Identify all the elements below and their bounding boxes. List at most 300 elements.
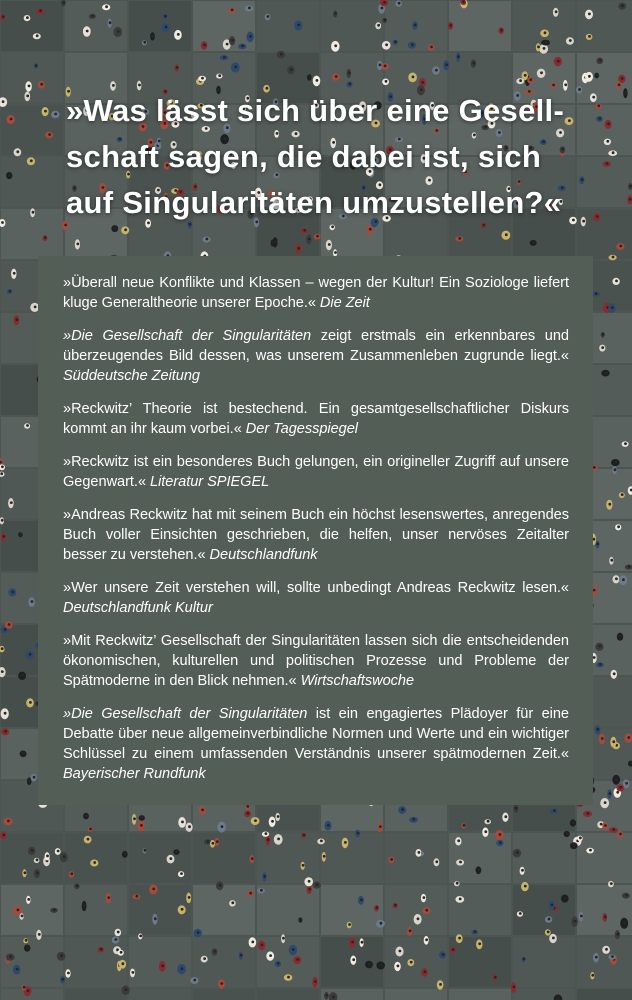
pedestrian-head	[598, 645, 601, 648]
pedestrian-head	[316, 883, 319, 886]
background-tile	[513, 833, 575, 883]
pedestrian-head	[40, 83, 43, 86]
pedestrian-head	[267, 838, 270, 841]
pedestrian-head	[1, 519, 4, 522]
pedestrian-head	[1, 647, 4, 650]
pedestrian-head	[277, 838, 280, 841]
pedestrian-head	[296, 958, 299, 961]
pedestrian-head	[572, 821, 575, 824]
pedestrian-head	[452, 948, 455, 951]
background-tile	[513, 989, 575, 1000]
background-tile	[65, 989, 127, 1000]
pedestrian-head	[601, 737, 604, 740]
background-tile	[129, 989, 191, 1000]
pedestrian-head	[458, 937, 461, 940]
pedestrian-head	[136, 895, 139, 898]
pedestrian-head	[553, 809, 556, 812]
pedestrian-head	[456, 882, 459, 885]
pedestrian-head	[323, 855, 326, 858]
pedestrian-head	[474, 930, 477, 933]
pedestrian-head	[412, 76, 415, 79]
pedestrian-head	[76, 243, 79, 246]
pedestrian-head	[524, 885, 527, 888]
pedestrian-head	[348, 923, 351, 926]
review-quote: »Reckwitz’ Theorie ist bestechend. Ein gesamtgesellschaftlicher Diskurs kommt an ihr kaum vorbei.« Der Tagesspiegel	[63, 401, 569, 437]
background-tile	[1, 937, 63, 987]
pedestrian-head	[62, 1, 65, 4]
pedestrian-head	[9, 290, 12, 293]
pedestrian-head	[219, 884, 222, 887]
pedestrian-head	[564, 83, 567, 86]
pedestrian-head	[425, 938, 428, 941]
quote-source: Der Tagesspiegel	[245, 421, 359, 437]
pedestrian-head	[60, 954, 63, 957]
pedestrian-head	[611, 955, 614, 958]
pedestrian-head	[593, 656, 596, 659]
pedestrian-head	[361, 941, 364, 944]
pedestrian-head	[302, 864, 305, 867]
pedestrian-head	[599, 59, 602, 62]
background-tile	[449, 989, 511, 1000]
pedestrian-head	[384, 65, 387, 68]
pedestrian-head	[383, 1, 386, 4]
pedestrian-head	[140, 824, 143, 827]
pedestrian-head	[152, 35, 155, 38]
pedestrian-head	[27, 898, 30, 901]
pedestrian-head	[519, 79, 522, 82]
pedestrian-head	[410, 961, 413, 964]
pedestrian-head	[613, 672, 616, 675]
pedestrian-head	[573, 844, 576, 847]
pedestrian-head	[8, 174, 11, 177]
pedestrian-head	[16, 318, 19, 321]
review-quote: »Andreas Reckwitz hat mit seinem Buch ein höchst lesenswertes, anregendes Buch voller Einsichten geschrieben, die helfen, unser nervöses Zeitalter besser zu verstehen.« Deutschlandfunk	[63, 507, 569, 563]
pedestrian-head	[604, 824, 607, 827]
pedestrian-head	[122, 962, 125, 965]
pedestrian-head	[385, 80, 388, 83]
pedestrian-head	[621, 77, 624, 80]
pedestrian-head	[177, 33, 180, 36]
pedestrian-head	[218, 74, 221, 77]
pedestrian-head	[435, 69, 438, 72]
book-title: »Die Gesellschaft der Singularitäten	[63, 706, 308, 722]
pedestrian-head	[325, 994, 328, 997]
pedestrian-head	[484, 830, 487, 833]
pedestrian-head	[612, 151, 615, 154]
quote-source: Deutschlandfunk Kultur	[63, 600, 213, 616]
pedestrian-head	[212, 842, 215, 845]
pedestrian-head	[357, 832, 360, 835]
pedestrian-head	[459, 861, 462, 864]
pedestrian-head	[117, 30, 120, 33]
pedestrian-head	[552, 84, 555, 87]
pedestrian-head	[604, 801, 607, 804]
pedestrian-head	[221, 825, 224, 828]
pedestrian-head	[349, 83, 352, 86]
pedestrian-head	[254, 819, 257, 822]
pedestrian-head	[612, 256, 615, 259]
pedestrian-head	[292, 948, 295, 951]
pedestrian-head	[555, 10, 558, 13]
pedestrian-head	[176, 850, 179, 853]
pedestrian-head	[515, 807, 518, 810]
pedestrian-head	[320, 840, 323, 843]
background-tile	[385, 885, 447, 935]
pedestrian-head	[308, 888, 311, 891]
pedestrian-head	[335, 75, 338, 78]
pedestrian-head	[44, 110, 47, 113]
pedestrian-head	[115, 938, 118, 941]
pedestrian-head	[334, 251, 337, 254]
pedestrian-head	[328, 243, 331, 246]
pedestrian-head	[564, 897, 567, 900]
pedestrian-head	[430, 46, 433, 49]
pedestrian-head	[615, 778, 618, 781]
pedestrian-head	[299, 918, 302, 921]
pedestrian-head	[611, 306, 614, 309]
pedestrian-head	[618, 83, 621, 86]
review-quote: »Reckwitz ist ein besonderes Buch gelungen, ein origineller Zugriff auf unsere Gegenwart.« Literatur SPIEGEL	[63, 454, 569, 490]
pedestrian-head	[180, 872, 183, 875]
background-tile	[385, 989, 447, 1000]
pedestrian-head	[548, 918, 551, 921]
pedestrian-head	[10, 118, 13, 121]
pedestrian-head	[544, 31, 547, 34]
background-tile	[65, 833, 127, 883]
background-tile	[577, 833, 632, 883]
pedestrian-head	[67, 972, 70, 975]
pedestrian-head	[246, 805, 249, 808]
pedestrian-head	[619, 635, 622, 638]
pedestrian-head	[27, 989, 30, 992]
pedestrian-head	[477, 868, 480, 871]
review-quote: »Die Gesellschaft der Singularitäten ist ein engagiertes Plädoyer für eine Debatte über neue allgemeinverbindliche Normen und Werte und ein wichtiger Schlüssel zu einem umfassenden Verständnis unserer spätmodernen Zeit.« Bayerischer Rundfunk	[63, 706, 569, 782]
pedestrian-head	[139, 935, 142, 938]
pedestrian-head	[316, 79, 319, 82]
pedestrian-head	[83, 904, 86, 907]
pedestrian-head	[231, 9, 234, 12]
background-tile	[321, 1, 383, 51]
pedestrian-head	[394, 40, 397, 43]
pedestrian-head	[513, 986, 516, 989]
pedestrian-head	[617, 525, 620, 528]
pedestrian-head	[120, 951, 123, 954]
pedestrian-head	[523, 958, 526, 961]
pedestrian-head	[38, 933, 41, 936]
pedestrian-head	[621, 493, 624, 496]
pedestrian-head	[622, 578, 625, 581]
quote-source: Süddeutsche Zeitung	[63, 368, 200, 384]
pedestrian-head	[220, 982, 223, 985]
pedestrian-head	[557, 60, 560, 63]
pedestrian-head	[0, 472, 3, 475]
pedestrian-head	[478, 942, 481, 945]
pedestrian-head	[30, 159, 33, 162]
pedestrian-head	[610, 882, 613, 885]
pedestrian-head	[624, 91, 627, 94]
pedestrian-head	[435, 860, 438, 863]
pedestrian-head	[1, 465, 4, 468]
pedestrian-head	[201, 77, 204, 80]
pedestrian-head	[31, 849, 34, 852]
pedestrian-head	[390, 858, 393, 861]
pedestrian-head	[442, 953, 445, 956]
pedestrian-head	[308, 880, 311, 883]
background-tile	[193, 989, 255, 1000]
pedestrian-head	[500, 29, 503, 32]
pedestrian-head	[424, 970, 427, 973]
pedestrian-head	[181, 967, 184, 970]
pedestrian-head	[379, 64, 382, 67]
pedestrian-head	[605, 948, 608, 951]
pedestrian-head	[623, 921, 626, 924]
pedestrian-head	[423, 896, 426, 899]
pedestrian-head	[188, 896, 191, 899]
review-quote: »Die Gesellschaft der Singularitäten zeigt erstmals ein erkennbares und überzeugendes Bild dessen, was unserem Zusammenleben zugrunde liegt.« Süddeutsche Zeitung	[63, 328, 569, 384]
pedestrian-head	[290, 68, 293, 71]
pedestrian-head	[46, 855, 49, 858]
pedestrian-head	[566, 832, 569, 835]
pedestrian-head	[463, 824, 466, 827]
pedestrian-head	[588, 13, 591, 16]
pedestrian-head	[251, 857, 254, 860]
pedestrian-head	[569, 39, 572, 42]
pedestrian-head	[29, 701, 32, 704]
pedestrian-head	[629, 198, 632, 201]
pedestrian-head	[231, 39, 234, 42]
pedestrian-head	[494, 976, 497, 979]
pedestrian-head	[377, 24, 380, 27]
pedestrian-head	[380, 964, 383, 967]
pedestrian-head	[216, 840, 219, 843]
pedestrian-head	[472, 62, 475, 65]
pedestrian-head	[247, 812, 250, 815]
pedestrian-head	[260, 889, 263, 892]
pedestrian-head	[599, 663, 602, 666]
pedestrian-head	[10, 501, 13, 504]
background-tile	[129, 1, 191, 51]
pedestrian-head	[297, 247, 300, 250]
pedestrian-head	[22, 752, 25, 755]
pedestrian-head	[616, 791, 619, 794]
pedestrian-head	[413, 818, 416, 821]
pedestrian-head	[587, 812, 590, 815]
pedestrian-head	[141, 816, 144, 819]
pedestrian-head	[596, 215, 599, 218]
pedestrian-head	[53, 908, 56, 911]
pedestrian-head	[628, 565, 631, 568]
pedestrian-head	[17, 909, 20, 912]
pedestrian-head	[87, 838, 90, 841]
pedestrian-head	[91, 15, 94, 18]
pedestrian-head	[249, 35, 252, 38]
pedestrian-head	[380, 922, 383, 925]
pedestrian-head	[32, 211, 35, 214]
pedestrian-head	[619, 833, 622, 836]
pedestrian-head	[31, 600, 34, 603]
pedestrian-head	[348, 72, 351, 75]
quote-source: Deutschlandfunk	[209, 547, 318, 563]
pedestrian-head	[2, 15, 5, 18]
background-tile	[193, 937, 255, 987]
pedestrian-head	[207, 840, 210, 843]
pedestrian-head	[39, 9, 42, 12]
pedestrian-head	[144, 849, 147, 852]
pedestrian-head	[25, 939, 28, 942]
background-tile	[1, 833, 63, 883]
pedestrian-head	[604, 916, 607, 919]
pedestrian-head	[385, 43, 388, 46]
pedestrian-head	[277, 815, 280, 818]
background-tile	[65, 885, 127, 935]
pedestrian-head	[593, 589, 596, 592]
pedestrian-head	[201, 809, 204, 812]
pedestrian-head	[608, 503, 611, 506]
pedestrian-head	[269, 954, 272, 957]
background-tile	[449, 885, 511, 935]
pedestrian-head	[203, 957, 206, 960]
pedestrian-head	[36, 34, 39, 37]
background-tile	[1, 53, 63, 103]
pedestrian-head	[125, 988, 128, 991]
pedestrian-head	[409, 929, 412, 932]
background-tile	[193, 833, 255, 883]
pedestrian-head	[206, 238, 209, 241]
pedestrian-head	[76, 884, 79, 887]
pedestrian-head	[605, 371, 608, 374]
pedestrian-head	[21, 674, 24, 677]
pedestrian-head	[360, 898, 363, 901]
pedestrian-head	[462, 0, 465, 3]
pedestrian-head	[519, 912, 522, 915]
pedestrian-head	[89, 828, 92, 831]
pedestrian-head	[521, 869, 524, 872]
review-quote: »Überall neue Konflikte und Klassen – wegen der Kultur! Ein Soziologe liefert kluge Generaltheorie unserer Epoche.« Die Zeit	[63, 275, 569, 311]
pedestrian-head	[551, 904, 554, 907]
pedestrian-head	[28, 779, 31, 782]
pedestrian-head	[579, 837, 582, 840]
pedestrian-head	[399, 950, 402, 953]
pedestrian-head	[619, 245, 622, 248]
pedestrian-head	[138, 84, 141, 87]
pedestrian-head	[516, 851, 519, 854]
pedestrian-head	[596, 543, 599, 546]
pedestrian-head	[16, 968, 19, 971]
review-quote: »Mit Reckwitz’ Gesellschaft der Singularitäten lassen sich die entscheidenden ökonomischen, kulturellen und politischen Prozesse und Probleme der Spätmoderne in den Blick nehmen.« Wirtschaftswoche	[63, 633, 569, 689]
pedestrian-head	[154, 917, 157, 920]
pedestrian-head	[272, 241, 275, 244]
pedestrian-head	[24, 871, 27, 874]
pedestrian-head	[114, 227, 117, 230]
pedestrian-head	[133, 817, 136, 820]
pedestrian-head	[265, 832, 268, 835]
review-quotes-panel	[38, 256, 593, 805]
pedestrian-head	[425, 909, 428, 912]
background-tile	[385, 833, 447, 883]
pedestrian-head	[352, 958, 355, 961]
pedestrian-head	[418, 851, 421, 854]
pedestrian-head	[344, 841, 347, 844]
pedestrian-head	[26, 16, 29, 19]
pedestrian-head	[543, 47, 546, 50]
pedestrian-head	[624, 442, 627, 445]
pedestrian-head	[449, 24, 452, 27]
pedestrian-head	[105, 5, 108, 8]
pedestrian-head	[332, 996, 335, 999]
pedestrian-head	[7, 820, 10, 823]
pedestrian-head	[381, 7, 384, 10]
pedestrian-head	[165, 26, 168, 29]
pedestrian-head	[601, 346, 604, 349]
pedestrian-head	[57, 850, 60, 853]
pedestrian-head	[540, 71, 543, 74]
pedestrian-head	[394, 904, 397, 907]
pedestrian-head	[86, 30, 89, 33]
pedestrian-head	[588, 35, 591, 38]
pedestrian-head	[170, 857, 173, 860]
pedestrian-head	[124, 228, 127, 231]
background-tile	[513, 885, 575, 935]
pedestrian-head	[334, 44, 337, 47]
pedestrian-head	[4, 628, 7, 631]
pedestrian-head	[11, 591, 14, 594]
pedestrian-head	[188, 825, 191, 828]
pedestrian-head	[537, 46, 540, 49]
pedestrian-head	[351, 941, 354, 944]
pedestrian-head	[621, 4, 624, 7]
pedestrian-head	[612, 828, 615, 831]
pedestrian-head	[457, 55, 460, 58]
pedestrian-head	[615, 577, 618, 580]
pedestrian-head	[109, 21, 112, 24]
pedestrian-head	[499, 833, 502, 836]
pedestrian-head	[614, 461, 617, 464]
pedestrian-head	[28, 85, 31, 88]
pedestrian-head	[152, 888, 155, 891]
pedestrian-head	[241, 45, 244, 48]
quote-source: Wirtschaftswoche	[300, 673, 415, 689]
pedestrian-head	[161, 964, 164, 967]
background-tile	[1, 1, 63, 51]
pedestrian-head	[214, 950, 217, 953]
pedestrian-head	[379, 825, 382, 828]
pedestrian-head	[85, 814, 88, 817]
pedestrian-head	[2, 834, 5, 837]
pedestrian-head	[176, 66, 179, 69]
headline-line-2: schaft sagen, die dabei ist, sich	[66, 139, 542, 174]
pedestrian-head	[181, 908, 184, 911]
pedestrian-head	[499, 841, 502, 844]
pedestrian-head	[36, 859, 39, 862]
pedestrian-head	[70, 872, 73, 875]
pedestrian-head	[231, 901, 234, 904]
pedestrian-head	[164, 15, 167, 18]
pedestrian-head	[54, 113, 57, 116]
background-tile	[449, 1, 511, 51]
pedestrian-head	[143, 41, 146, 44]
pedestrian-head	[8, 623, 11, 626]
pedestrian-head	[619, 786, 622, 789]
pedestrian-head	[23, 986, 26, 989]
pedestrian-head	[598, 117, 601, 120]
quote-source: Bayerischer Rundfunk	[63, 766, 206, 782]
pedestrian-head	[592, 96, 595, 99]
pedestrian-head	[398, 2, 401, 5]
pedestrian-head	[93, 861, 96, 864]
pedestrian-head	[600, 823, 603, 826]
pedestrian-head	[308, 76, 311, 79]
background-tile	[385, 937, 447, 987]
